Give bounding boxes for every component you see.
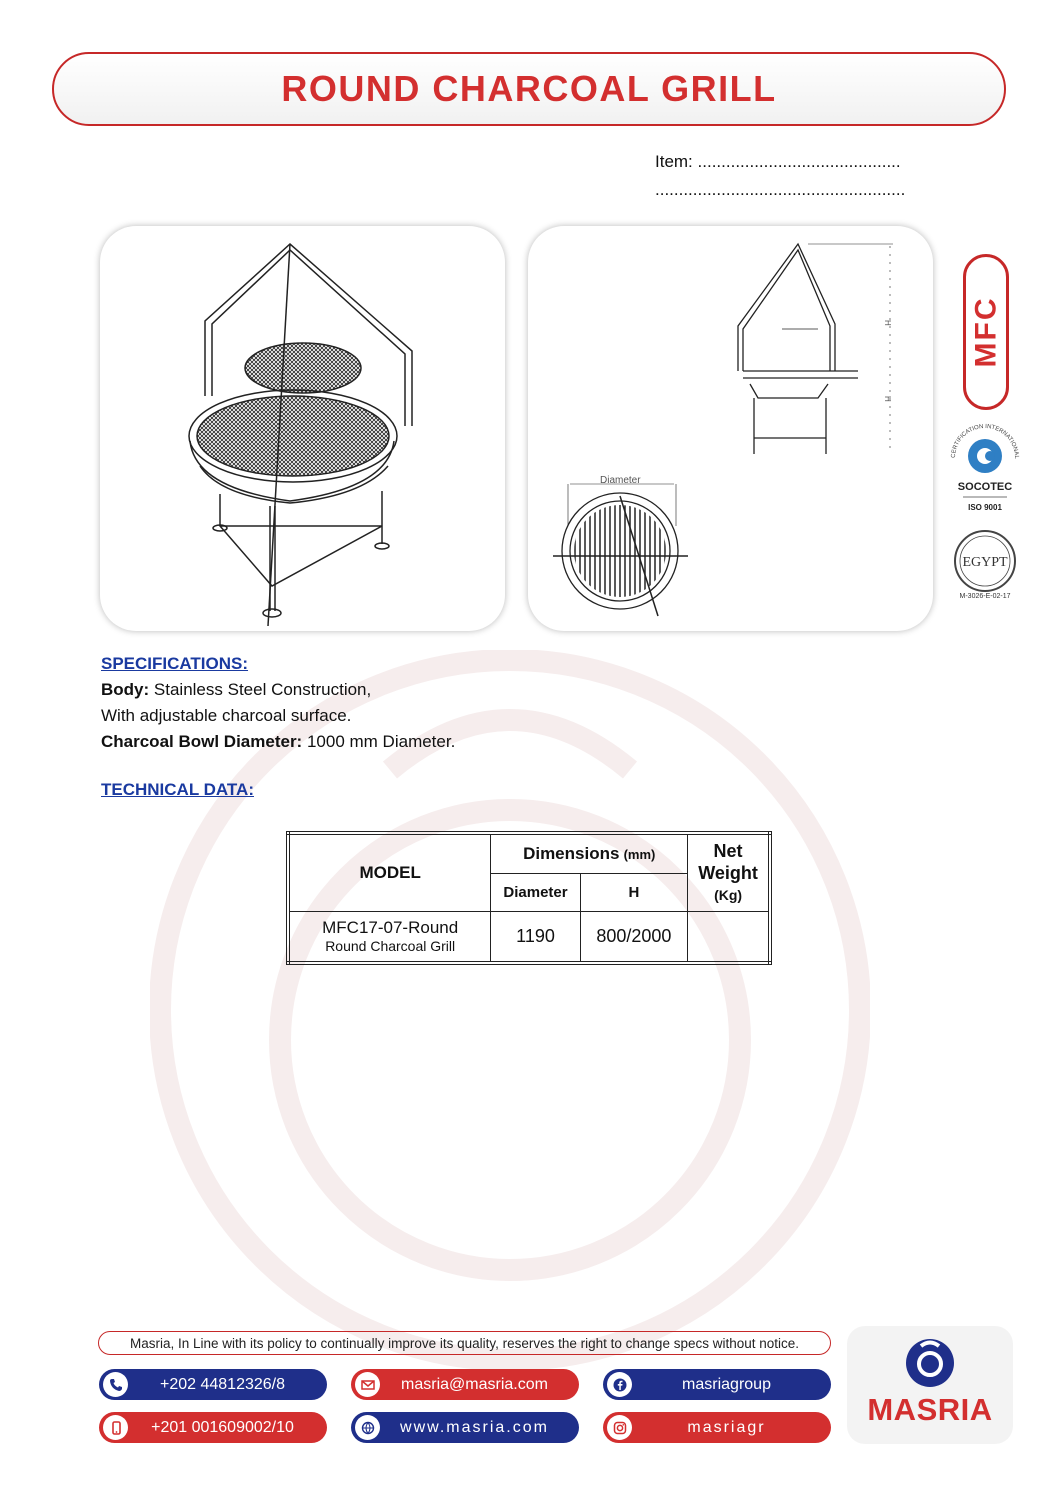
col-h: H (580, 873, 687, 911)
website-text: www.masria.com (400, 1418, 549, 1436)
phone-1-text: +202 44812326/8 (159, 1375, 285, 1393)
facebook-pill[interactable] (603, 1369, 831, 1400)
col-model: MODEL (288, 833, 491, 911)
height-mark: H (883, 320, 892, 326)
cell-diameter: 1190 (491, 911, 580, 963)
page-title: ROUND CHARCOAL GRILL (281, 68, 777, 109)
spec-bowl-label: Charcoal Bowl Diameter: (101, 732, 303, 751)
website-pill[interactable] (351, 1412, 579, 1443)
instagram-pill[interactable] (603, 1412, 831, 1443)
globe-icon (355, 1415, 380, 1440)
email-icon (355, 1372, 380, 1397)
grill-perspective-drawing (100, 226, 505, 631)
masria-logo-text: MASRIA (867, 1392, 993, 1427)
socotec-ring-text: CERTIFICATION INTERNATIONAL (950, 423, 1020, 459)
iso-label: ISO 9001 (968, 503, 1002, 512)
technical-drawing-card (528, 226, 933, 631)
product-photo-card (100, 226, 505, 631)
facebook-text: masriagroup (682, 1375, 771, 1393)
phone-icon (103, 1372, 128, 1397)
item-field (655, 148, 905, 204)
grill-elevation-and-plan-drawing (528, 226, 933, 631)
disclaimer-note: Masria, In Line with its policy to continually improve its quality, reserves the right to change specs without notice. (98, 1331, 831, 1355)
item-label: Item: (655, 152, 693, 171)
spec-bowl-line (101, 732, 455, 752)
masria-watermark (150, 650, 870, 1370)
mfc-badge-text: MFC (969, 296, 1003, 368)
socotec-name: SOCOTEC (957, 481, 1013, 493)
diameter-label: Diameter (600, 475, 641, 486)
phone-1-pill[interactable] (99, 1369, 327, 1400)
facebook-icon (607, 1372, 632, 1397)
mobile-icon (103, 1415, 128, 1440)
technical-data-heading: TECHNICAL DATA: (101, 780, 254, 799)
technical-data-table (286, 831, 772, 965)
email-pill[interactable] (351, 1369, 579, 1400)
egypt-seal-code: M-3026-E-02-17 (959, 593, 1011, 600)
masria-logo-icon (847, 1326, 1013, 1392)
item-dots-1: ........................................... (697, 152, 901, 171)
table-row (288, 911, 770, 963)
spec-body-text: Stainless Steel Construction, (153, 680, 372, 699)
phone-2-pill[interactable] (99, 1412, 327, 1443)
spec-body-line-2: With adjustable charcoal surface. (101, 706, 352, 725)
cell-weight (688, 911, 770, 963)
spec-body-label: Body: (101, 680, 150, 699)
col-net-weight: Net Weight (Kg) (688, 833, 770, 911)
spec-bowl-text: 1000 mm Diameter. (306, 732, 456, 751)
height-mark-2: H (883, 396, 892, 402)
cell-model: MFC17-07-Round Round Charcoal Grill (288, 911, 491, 963)
col-dimensions: Dimensions (mm) (491, 833, 688, 873)
egypt-certification-seal (945, 528, 1025, 600)
cell-h: 800/2000 (580, 911, 687, 963)
item-dots-2: ..................................................... (655, 180, 906, 199)
title-banner (52, 52, 1006, 126)
socotec-iso-certification-logo (945, 422, 1025, 518)
instagram-icon (607, 1415, 632, 1440)
specifications-heading: SPECIFICATIONS: (101, 654, 249, 673)
email-text: masria@masria.com (401, 1375, 548, 1393)
phone-2-text: +201 001609002/10 (151, 1418, 294, 1436)
spec-body-line (101, 680, 371, 700)
col-diameter: Diameter (491, 873, 580, 911)
masria-logo (847, 1326, 1013, 1444)
mfc-badge (963, 254, 1009, 410)
egypt-seal-text: EGYPT (962, 555, 1008, 570)
instagram-text: masriagr (687, 1418, 766, 1436)
